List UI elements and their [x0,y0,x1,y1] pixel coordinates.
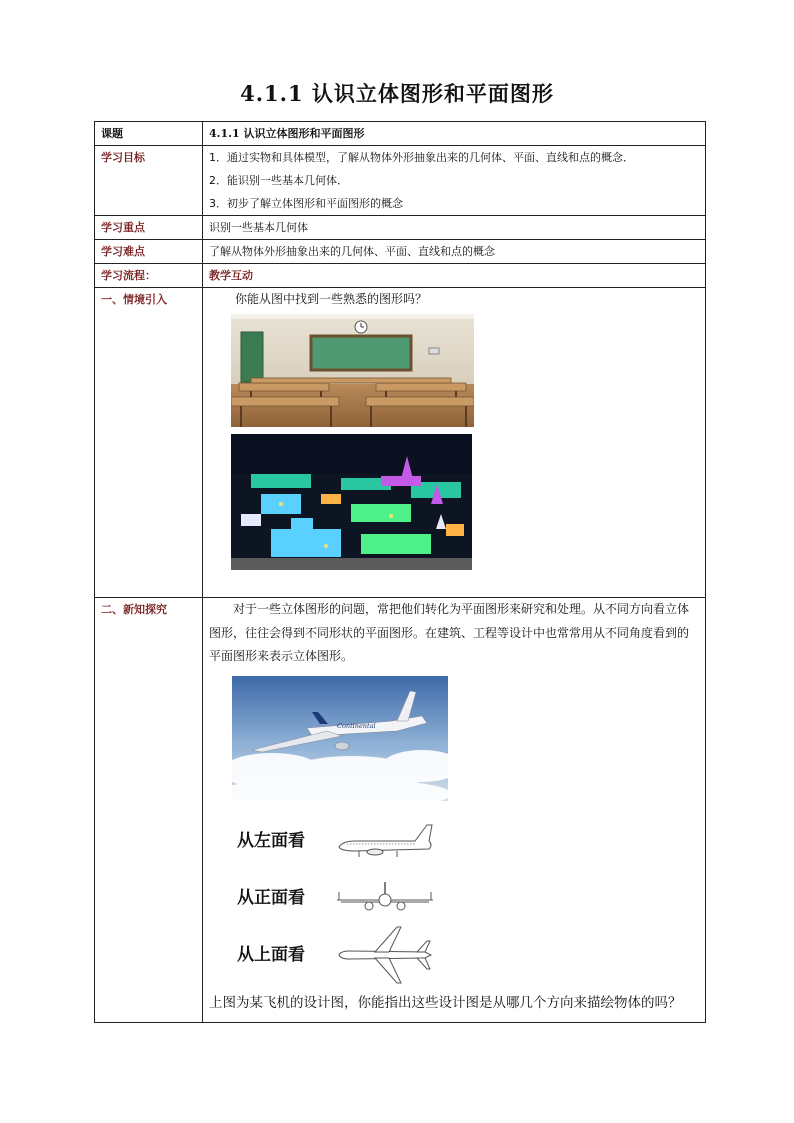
difficulty-label: 学习难点 [95,240,203,264]
explore-content [203,598,706,1023]
plane-front-view [335,878,435,918]
left-view-row [209,813,699,870]
airline-name: Continental [337,721,376,730]
explore-label: 二、新知探究 [95,598,203,1023]
lesson-table [94,121,706,1023]
intro-content [203,288,706,598]
process-label: 学习流程： [95,264,203,288]
top-view-row [209,927,699,984]
top-view-label: 从上面看 [237,944,305,965]
intro-label: 一、情境引入 [95,288,203,598]
design-views [209,813,699,984]
topic-label: 课题 [95,122,203,146]
goal-item: 3．初步了解立体图形和平面图形的概念 [209,197,403,210]
explore-question: 上图为某飞机的设计图，你能指出这些设计图是从哪几个方向来描绘物体的吗？ [209,994,682,1011]
classroom-image [231,314,474,427]
focus-value: 识别一些基本几何体 [203,216,706,240]
page-title: 4.1.1 认识立体图形和平面图形 [240,81,554,106]
front-view-label: 从正面看 [237,887,305,908]
process-value: 教学互动 [203,264,706,288]
goals-label: 学习目标 [95,146,203,216]
plane-top-view [335,925,435,985]
topic-value: 4.1.1 认识立体图形和平面图形 [203,122,706,146]
airplane-photo [232,676,448,801]
goals-list [203,146,706,216]
front-view-row [209,870,699,927]
left-view-label: 从左面看 [237,830,305,851]
plane-side-view [335,821,435,861]
explore-paragraph: 对于一些立体图形的问题，常把他们转化为平面图形来研究和处理。从不同方向看立体图形，往往会得到不同形状的平面图形。在建筑、工程等设计中也常常用从不同角度看到的平面图形来表示立体图形。 [209,602,690,663]
goal-item: 2．能识别一些基本几何体． [209,174,348,187]
focus-label: 学习重点 [95,216,203,240]
difficulty-value: 了解从物体外形抽象出来的几何体、平面、直线和点的概念 [203,240,706,264]
goal-item: 1．通过实物和具体模型，了解从物体外形抽象出来的几何体、平面、直线和点的概念． [209,151,634,164]
intro-question: 你能从图中找到一些熟悉的图形吗？ [235,292,428,306]
ice-festival-image [231,434,472,570]
